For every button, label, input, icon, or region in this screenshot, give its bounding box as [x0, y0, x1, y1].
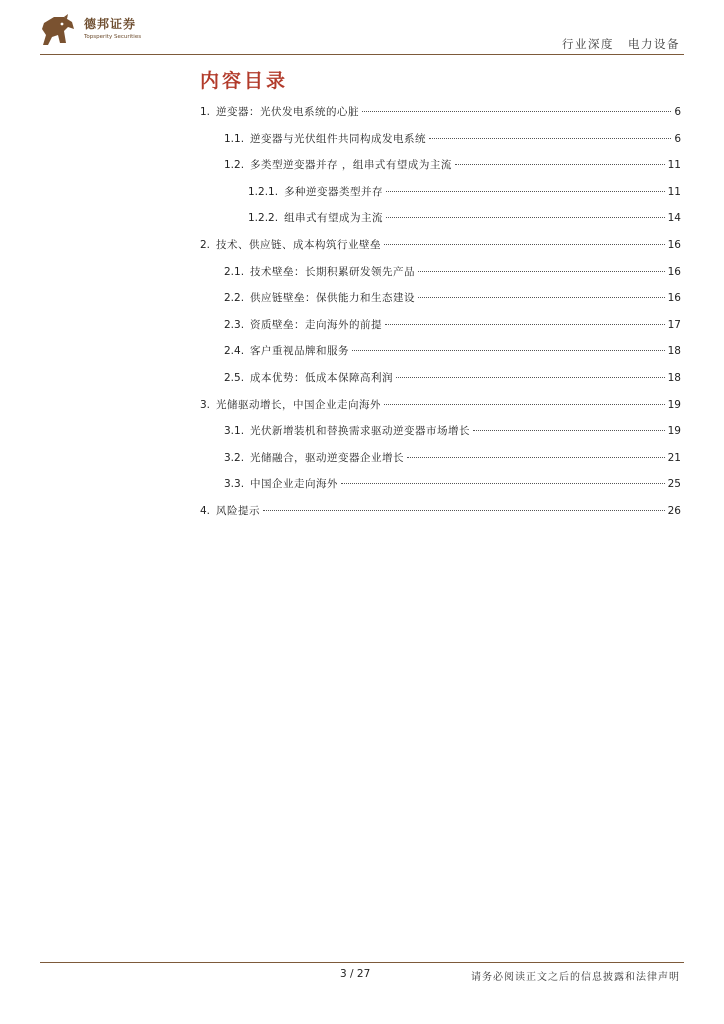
toc-entry-title: 光伏新增装机和替换需求驱动逆变器市场增长 — [250, 425, 471, 438]
toc-entry[interactable] — [200, 423, 681, 450]
toc-entry-number: 3.2. — [224, 451, 245, 464]
logo-english-name: Topsperity Securities — [84, 34, 142, 40]
toc-entry-title: 多种逆变器类型并存 — [284, 185, 384, 198]
toc-entry-page: 17 — [667, 318, 681, 331]
toc-entry-title: 供应链壁垒：保供能力和生态建设 — [250, 292, 416, 305]
toc-dot-leader — [418, 271, 665, 272]
toc-entry-page: 11 — [667, 159, 681, 172]
table-of-contents — [200, 104, 681, 530]
toc-entry-number: 2. — [200, 238, 211, 251]
toc-dot-leader — [385, 324, 665, 325]
toc-entry-title: 成本优势：低成本保障高利润 — [250, 371, 394, 384]
toc-entry-number: 2.3. — [224, 318, 245, 331]
bull-logo-icon — [40, 13, 76, 49]
toc-title: 内容目录 — [200, 70, 289, 92]
toc-entry-title: 技术、供应链、成本构筑行业壁垒 — [216, 238, 382, 251]
toc-dot-leader — [429, 138, 671, 139]
toc-entry-title: 风险提示 — [216, 504, 261, 517]
toc-entry-page: 6 — [674, 132, 681, 145]
toc-entry-number: 1. — [200, 106, 211, 118]
toc-dot-leader — [473, 430, 665, 431]
toc-entry-page: 25 — [667, 478, 681, 491]
toc-entry-page: 18 — [667, 345, 681, 358]
header-divider — [40, 54, 684, 55]
toc-entry-page: 26 — [667, 504, 681, 517]
toc-entry-number: 1.2.1. — [248, 185, 279, 198]
toc-dot-leader — [352, 350, 665, 351]
disclaimer-text: 请务必阅读正文之后的信息披露和法律声明 — [471, 972, 680, 983]
toc-dot-leader — [455, 164, 665, 165]
toc-dot-leader — [396, 377, 665, 378]
toc-entry-title: 逆变器与光伏组件共同构成发电系统 — [250, 132, 427, 145]
toc-entry[interactable] — [200, 157, 681, 184]
toc-entry-page: 16 — [667, 292, 681, 305]
toc-entry-title: 光储驱动增长，中国企业走向海外 — [216, 398, 382, 411]
toc-entry-number: 1.2.2. — [248, 212, 279, 225]
toc-entry-number: 2.5. — [224, 371, 245, 384]
toc-entry-title: 客户重视品牌和服务 — [250, 345, 350, 358]
toc-entry-title: 光储融合，驱动逆变器企业增长 — [250, 451, 405, 464]
toc-entry-number: 3.3. — [224, 478, 245, 491]
toc-entry-number: 4. — [200, 504, 211, 517]
toc-dot-leader — [386, 217, 665, 218]
toc-entry[interactable] — [200, 184, 681, 211]
toc-entry-page: 21 — [667, 451, 681, 464]
toc-entry-page: 18 — [667, 371, 681, 384]
toc-dot-leader — [407, 457, 665, 458]
toc-dot-leader — [384, 244, 665, 245]
toc-entry[interactable] — [200, 343, 681, 370]
toc-entry-page: 19 — [667, 425, 681, 438]
toc-entry-number: 3. — [200, 398, 211, 411]
toc-entry-page: 16 — [667, 238, 681, 251]
toc-entry-title: 组串式有望成为主流 — [284, 212, 384, 225]
toc-entry[interactable] — [200, 290, 681, 317]
toc-entry-page: 16 — [667, 265, 681, 278]
page-number: 3 / 27 — [340, 968, 371, 980]
toc-entry-title: 逆变器：光伏发电系统的心脏 — [216, 106, 360, 118]
toc-dot-leader — [418, 297, 665, 298]
page-header — [0, 0, 724, 60]
toc-entry-page: 11 — [667, 185, 681, 198]
toc-entry-page: 19 — [667, 398, 681, 411]
toc-entry-title: 资质壁垒：走向海外的前提 — [250, 318, 383, 331]
toc-entry[interactable] — [200, 450, 681, 477]
toc-entry-number: 1.1. — [224, 132, 245, 145]
toc-entry[interactable] — [200, 476, 681, 503]
toc-entry[interactable] — [200, 131, 681, 158]
toc-entry[interactable] — [200, 370, 681, 397]
industry-tag: 电力设备 — [628, 37, 680, 51]
logo-chinese-name: 德邦证券 — [84, 17, 137, 31]
toc-entry[interactable] — [200, 503, 681, 530]
toc-entry[interactable] — [200, 210, 681, 237]
toc-entry-number: 1.2. — [224, 159, 245, 172]
toc-entry-title: 中国企业走向海外 — [250, 478, 339, 491]
report-tags — [562, 36, 680, 52]
toc-entry[interactable] — [200, 397, 681, 424]
report-type-tag: 行业深度 — [562, 37, 614, 51]
footer-divider — [40, 962, 684, 963]
toc-dot-leader — [362, 111, 671, 112]
toc-dot-leader — [263, 510, 665, 511]
toc-entry-title: 技术壁垒：长期积累研发领先产品 — [250, 265, 416, 278]
company-logo — [40, 13, 160, 49]
toc-entry-page: 6 — [674, 106, 681, 118]
toc-entry[interactable] — [200, 317, 681, 344]
toc-entry-number: 2.1. — [224, 265, 245, 278]
toc-dot-leader — [384, 404, 665, 405]
toc-dot-leader — [386, 191, 665, 192]
toc-dot-leader — [341, 483, 665, 484]
toc-entry-number: 3.1. — [224, 425, 245, 438]
toc-entry-number: 2.4. — [224, 345, 245, 358]
toc-entry-number: 2.2. — [224, 292, 245, 305]
toc-entry[interactable] — [200, 264, 681, 291]
toc-entry-page: 14 — [667, 212, 681, 225]
toc-entry-title: 多类型逆变器并存 ，组串式有望成为主流 — [250, 159, 452, 172]
toc-entry[interactable] — [200, 237, 681, 264]
toc-entry[interactable] — [200, 104, 681, 131]
